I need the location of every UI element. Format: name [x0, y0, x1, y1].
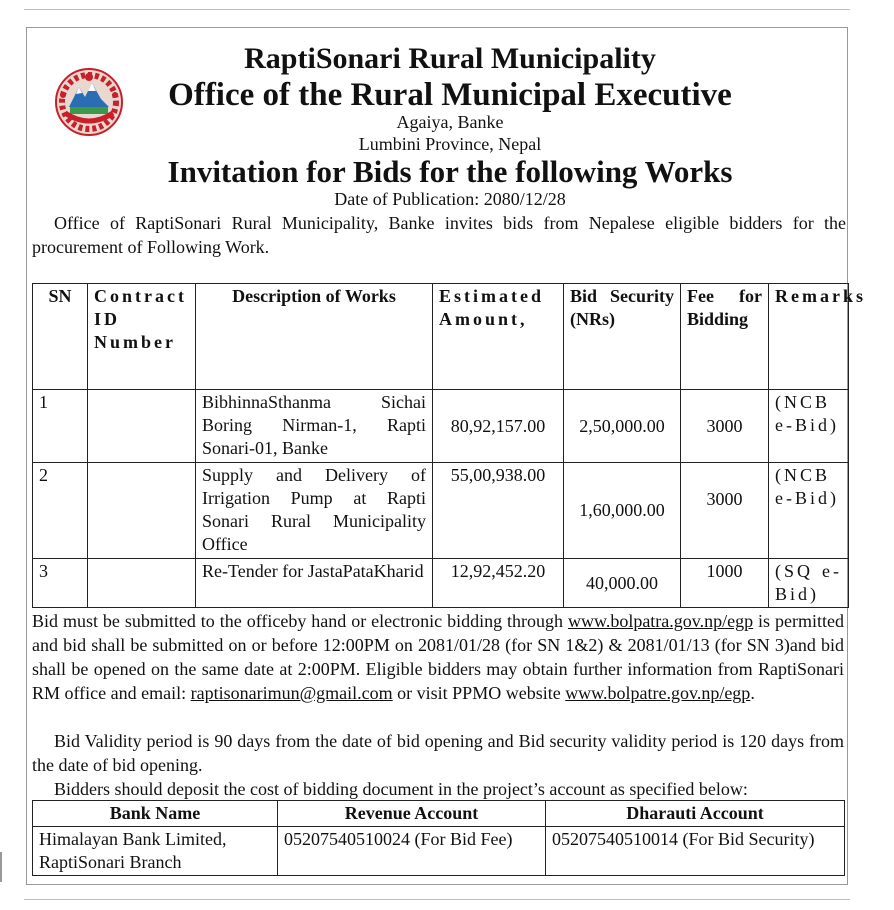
bottom-divider: [24, 899, 850, 900]
header-description: Description of Works: [196, 284, 433, 390]
cell-remarks: (NCB e-Bid): [769, 390, 849, 463]
top-divider: [24, 9, 850, 10]
cell-contract: [88, 559, 196, 608]
deposit-paragraph: Bidders should deposit the cost of bidding document in the project’s account as specified below:: [54, 779, 748, 799]
cell-estimated: 12,92,452.20: [433, 559, 564, 608]
header-estimated-amount: Estimated Amount,: [433, 284, 564, 390]
bank-table-header-row: [33, 801, 845, 827]
works-table: [32, 283, 866, 608]
cell-remarks: (NCB e-Bid): [769, 463, 849, 559]
publication-date: Date of Publication: 2080/12/28: [334, 189, 566, 209]
cell-dharauti-account: 05207540510014 (For Bid Security): [546, 827, 845, 876]
email-link[interactable]: raptisonarimun@gmail.com: [190, 683, 393, 703]
cell-description: Supply and Delivery of Irrigation Pump at Rapti Sonari Rural Municipality Office: [196, 463, 433, 559]
notice-title: Invitation for Bids for the following Works: [167, 154, 733, 189]
cell-security: 1,60,000.00: [564, 463, 681, 559]
bolpatra-link[interactable]: www.bolpatra.gov.np/egp: [567, 611, 754, 631]
header-remarks: Remarks: [769, 284, 849, 390]
cell-sn: 1: [33, 390, 88, 463]
submission-text-b: is permitted and bid shall be submitted on or before 12:00PM on 2081/01/28 (for SN 1&2) & 2081/01/13 (for SN 3)and bid shall be opened on the same date at 2:00PM. Eligible bidders may obtain further information from RaptiSonari RM office and email:: [32, 611, 844, 703]
cell-estimated: 55,00,938.00: [433, 463, 564, 559]
table-row: [33, 559, 849, 608]
cell-fee: 1000: [681, 559, 769, 608]
office-name: Office of the Rural Municipal Executive: [168, 77, 732, 113]
submission-text-c: or visit PPMO website: [392, 683, 566, 703]
municipality-name: RaptiSonari Rural Municipality: [244, 42, 656, 75]
intro-paragraph: Office of RaptiSonari Rural Municipality, Banke invites bids from Nepalese eligible bidders for the procurement of Following Work.: [32, 213, 846, 257]
header-bank-name: Bank Name: [33, 801, 278, 827]
table-row: [33, 390, 849, 463]
header-contract-id: Contract ID Number: [88, 284, 196, 390]
address-line-2: Lumbini Province, Nepal: [358, 134, 542, 154]
cell-estimated: 80,92,157.00: [433, 390, 564, 463]
cell-contract: [88, 463, 196, 559]
left-edge-mark: [0, 852, 2, 882]
submission-text-d: .: [750, 683, 755, 703]
submission-text-a: Bid must be submitted to the officeby hand or electronic bidding through: [32, 611, 568, 631]
table-row: [33, 463, 849, 559]
ppmo-link[interactable]: www.bolpatre.gov.np/egp: [565, 683, 751, 703]
table-row: [33, 827, 845, 876]
header-sn: SN: [33, 284, 88, 390]
cell-fee: 3000: [681, 463, 769, 559]
submission-paragraph: [32, 609, 844, 705]
cell-revenue-account: 05207540510024 (For Bid Fee): [278, 827, 546, 876]
works-table-header-row: [33, 284, 849, 390]
cell-bank-name: Himalayan Bank Limited, RaptiSonari Branch: [33, 827, 278, 876]
cell-security: 2,50,000.00: [564, 390, 681, 463]
validity-paragraph: Bid Validity period is 90 days from the date of bid opening and Bid security validity period is 120 days from the date of bid opening.: [32, 731, 844, 775]
address-line-1: Agaiya, Banke: [396, 112, 504, 132]
header-fee: Fee for Bidding: [681, 284, 769, 390]
cell-description: BibhinnaSthanma Sichai Boring Nirman-1, Rapti Sonari-01, Banke: [196, 390, 433, 463]
cell-contract: [88, 390, 196, 463]
header-bid-security: Bid Security (NRs): [564, 284, 681, 390]
cell-remarks: (SQ e-Bid): [769, 559, 849, 608]
header-revenue-account: Revenue Account: [278, 801, 546, 827]
cell-sn: 3: [33, 559, 88, 608]
cell-description: Re-Tender for JastaPataKharid: [196, 559, 433, 608]
header-dharauti-account: Dharauti Account: [546, 801, 845, 827]
bank-table: [32, 800, 845, 876]
cell-fee: 3000: [681, 390, 769, 463]
cell-security: 40,000.00: [564, 559, 681, 608]
cell-sn: 2: [33, 463, 88, 559]
